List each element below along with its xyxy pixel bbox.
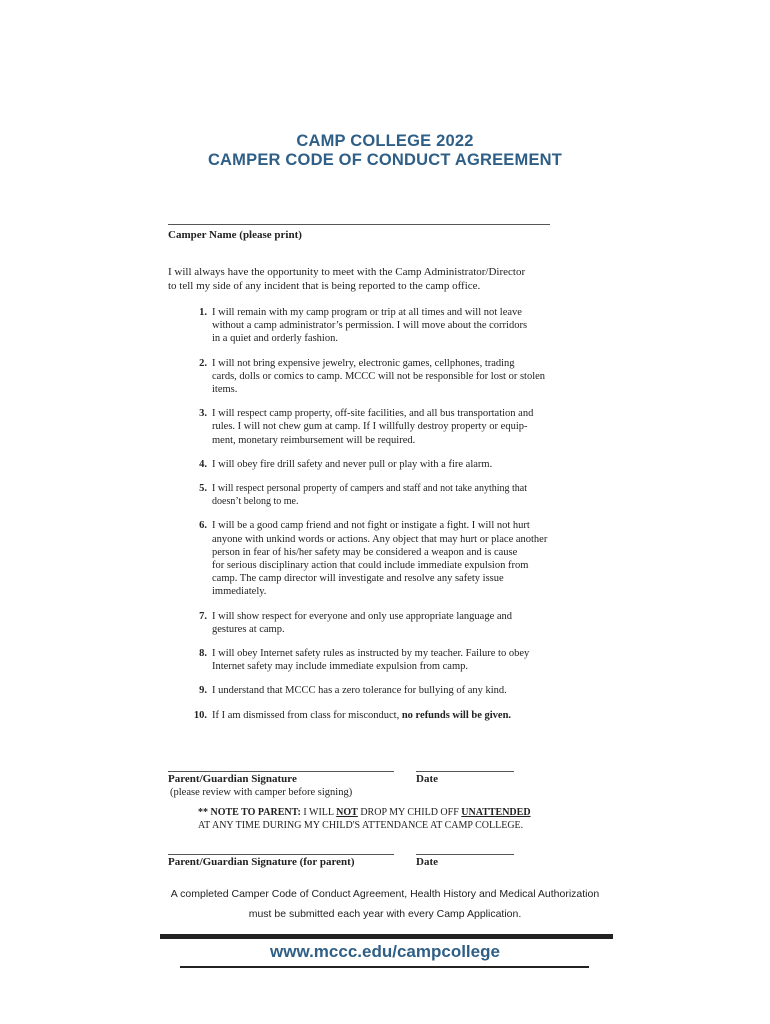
rule-item: [168, 684, 588, 697]
rule-number: 5.: [199, 483, 207, 495]
camper-name-label: Camper Name (please print): [168, 229, 302, 241]
rule-text: rules. I will not chew gum at camp. If I willfully destroy property or equip-: [212, 421, 528, 433]
rule-text: doesn’t belong to me.: [212, 496, 299, 508]
rule-item: [168, 519, 588, 598]
rule-number: 1.: [199, 307, 207, 318]
rule-text: anyone with unkind words or actions. Any object that may hurt or place another: [212, 533, 548, 545]
camper-name-line[interactable]: [168, 224, 550, 225]
website-url[interactable]: www.mccc.edu/campcollege: [270, 942, 500, 961]
rule-text: in a quiet and orderly fashion.: [212, 333, 338, 345]
rule-number: 2.: [199, 357, 207, 369]
note-unattended: UNATTENDED: [461, 807, 531, 818]
rule-text: I will obey Internet safety rules as instructed by my teacher. Failure to obey: [212, 648, 530, 660]
rule-text: ment, monetary reimbursement will be required.: [212, 434, 416, 446]
rule-text: I will respect camp property, off-site facilities, and all bus transportation and: [212, 408, 534, 420]
date-line-2[interactable]: [416, 854, 514, 855]
parent-signature-line-2[interactable]: [168, 854, 394, 855]
rule-text: I will be a good camp friend and not fight or instigate a fight. I will not hurt: [212, 520, 530, 532]
rule-text: I will not bring expensive jewelry, electronic games, cellphones, trading: [212, 357, 515, 369]
intro-line: to tell my side of any incident that is being reported to the camp office.: [168, 279, 481, 292]
rule-text: I will show respect for everyone and only use appropriate language and: [212, 610, 513, 622]
rule-text: items.: [212, 384, 238, 396]
note-line2: AT ANY TIME DURING MY CHILD'S ATTENDANCE AT CAMP COLLEGE.: [198, 820, 524, 831]
rule-number: 10.: [193, 709, 207, 721]
intro-line: I will always have the opportunity to meet with the Camp Administrator/Director: [168, 266, 526, 278]
rule-item: [168, 357, 588, 397]
rule-number: 3.: [199, 408, 207, 420]
rule-text: gestures at camp.: [212, 623, 285, 635]
footer-divider: [160, 934, 613, 939]
date-label: Date: [416, 773, 438, 785]
rule-item: [168, 610, 588, 636]
rules-list: [168, 306, 588, 722]
date-line[interactable]: [416, 771, 514, 772]
rule-text: I understand that MCCC has a zero tolerance for bullying of any kind.: [212, 685, 507, 697]
footer-note-line: must be submitted each year with every Camp Application.: [248, 908, 522, 920]
rule-text: Internet safety may include immediate expulsion from camp.: [212, 661, 468, 673]
rule-text: I will remain with my camp program or trip at all times and will not leave: [212, 307, 522, 318]
rule-text: I will obey fire drill safety and never pull or play with a fire alarm.: [212, 458, 493, 470]
rule-text: I will respect personal property of campers and staff and not take anything that: [212, 483, 527, 495]
rule-text: cards, dolls or comics to camp. MCCC will not be responsible for lost or stolen: [212, 370, 546, 382]
rule-number: 9.: [199, 685, 207, 697]
rule-text: If I am dismissed from class for misconduct,: [212, 709, 402, 721]
document-subtitle: CAMPER CODE OF CONDUCT AGREEMENT: [207, 151, 563, 169]
rule-number: 4.: [199, 458, 207, 470]
rule-item: [168, 306, 588, 346]
rule-item: [168, 458, 588, 471]
rule-number: 7.: [199, 610, 207, 622]
date-label-2: Date: [416, 856, 438, 868]
parent-signature-label: Parent/Guardian Signature: [168, 773, 297, 785]
rule-number: 6.: [199, 520, 207, 532]
parent-signature-label-2: Parent/Guardian Signature (for parent): [168, 856, 355, 868]
signature-sublabel: (please review with camper before signing): [170, 787, 353, 798]
note-text: DROP MY CHILD OFF: [357, 807, 462, 818]
rule-item: [168, 482, 588, 508]
rule-item: [168, 709, 588, 722]
note-text: I WILL: [300, 807, 337, 818]
rule-text: for serious disciplinary action that could include immediate expulsion from: [212, 560, 529, 572]
rule-text: without a camp administrator’s permission. I will move about the corridors: [212, 320, 528, 332]
footer-note-line: A completed Camper Code of Conduct Agreement, Health History and Medical Authorization: [170, 888, 600, 900]
rule-text: camp. The camp director will investigate and resolve any safety issue: [212, 573, 504, 585]
document-title: CAMP COLLEGE 2022: [296, 132, 474, 150]
intro-paragraph: [168, 266, 608, 293]
no-refunds-text: no refunds will be given.: [401, 709, 512, 721]
rule-item: [168, 407, 588, 447]
parent-signature-line[interactable]: [168, 771, 394, 772]
rule-item: [168, 647, 588, 673]
rule-text: person in fear of his/her safety may be considered a weapon and is cause: [212, 546, 518, 558]
rule-text: immediately.: [212, 586, 267, 598]
footer-underline: [180, 966, 589, 968]
note-prefix: ** NOTE TO PARENT:: [198, 807, 301, 818]
note-to-parent: [198, 806, 618, 832]
rule-number: 8.: [199, 648, 207, 660]
note-not: NOT: [336, 807, 358, 818]
